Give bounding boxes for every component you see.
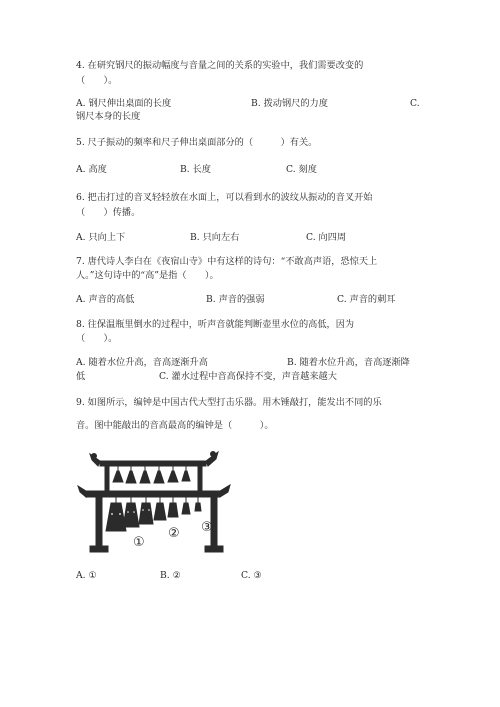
q5-stem: 5. 尺子振动的频率和尺子伸出桌面部分的（ ）有关。	[76, 137, 318, 148]
q7-option-a[interactable]: A. 声音的高低	[76, 294, 135, 305]
q6-option-b[interactable]: B. 只向左右	[190, 232, 240, 243]
q8-stem-line1: 8. 往保温瓶里倒水的过程中，听声音就能判断壶里水位的高低，因为	[76, 319, 355, 330]
q5-option-a[interactable]: A. 高度	[76, 164, 107, 175]
q4-option-c-label[interactable]: C.	[410, 98, 420, 109]
q7-option-b[interactable]: B. 声音的强弱	[206, 294, 265, 305]
bianzhong-figure	[72, 448, 242, 558]
q8-option-b[interactable]: B. 随着水位升高，音高逐渐降	[287, 357, 410, 368]
q9-stem-line1: 9. 如图所示，编钟是中国古代大型打击乐器。用木锤敲打，能发出不同的乐	[76, 397, 382, 408]
q5-option-b[interactable]: B. 长度	[180, 164, 211, 175]
q5-option-c[interactable]: C. 刻度	[286, 164, 317, 175]
q9-option-b[interactable]: B. ②	[160, 570, 181, 581]
q4-option-c-text[interactable]: 钢尺本身的长度	[76, 111, 141, 122]
q8-option-b-cont[interactable]: 低	[76, 371, 86, 382]
figure-label-2: ②	[168, 526, 180, 541]
q4-option-a[interactable]: A. 钢尺伸出桌面的长度	[76, 98, 172, 109]
q9-option-a[interactable]: A. ①	[76, 570, 97, 581]
q4-stem-line2: （ ）。	[76, 75, 118, 86]
figure-label-1: ①	[133, 535, 145, 550]
q6-option-a[interactable]: A. 只向上下	[76, 232, 126, 243]
q7-stem-line2: 人。”这句诗中的“高”是指（ ）。	[76, 270, 219, 281]
q6-stem-line2: （ ）传播。	[76, 207, 141, 218]
q6-stem-line1: 6. 把击打过的音叉轻轻放在水面上，可以看到水的波纹从振动的音叉开始	[76, 192, 373, 203]
q8-option-a[interactable]: A. 随着水位升高，音高逐渐升高	[76, 357, 208, 368]
q4-stem-line1: 4. 在研究钢尺的振动幅度与音量之间的关系的实验中，我们需要改变的	[76, 60, 364, 71]
figure-label-3: ③	[201, 520, 213, 535]
q8-stem-line2: （ ）。	[76, 333, 118, 344]
q6-option-c[interactable]: C. 向四周	[306, 232, 347, 243]
q7-option-c[interactable]: C. 声音的刺耳	[337, 294, 396, 305]
q9-option-c[interactable]: C. ③	[241, 570, 262, 581]
q7-stem-line1: 7. 唐代诗人李白在《夜宿山寺》中有这样的诗句：“不敢高声语，恐惊天上	[76, 256, 378, 267]
q8-option-c[interactable]: C. 灌水过程中音高保持不变，声音越来越大	[159, 371, 337, 382]
q9-stem-line2: 音。图中能敲出的音高最高的编钟是（ ）。	[76, 420, 274, 431]
bianzhong-illustration	[72, 448, 242, 558]
q4-option-b[interactable]: B. 拨动钢尺的力度	[251, 98, 328, 109]
